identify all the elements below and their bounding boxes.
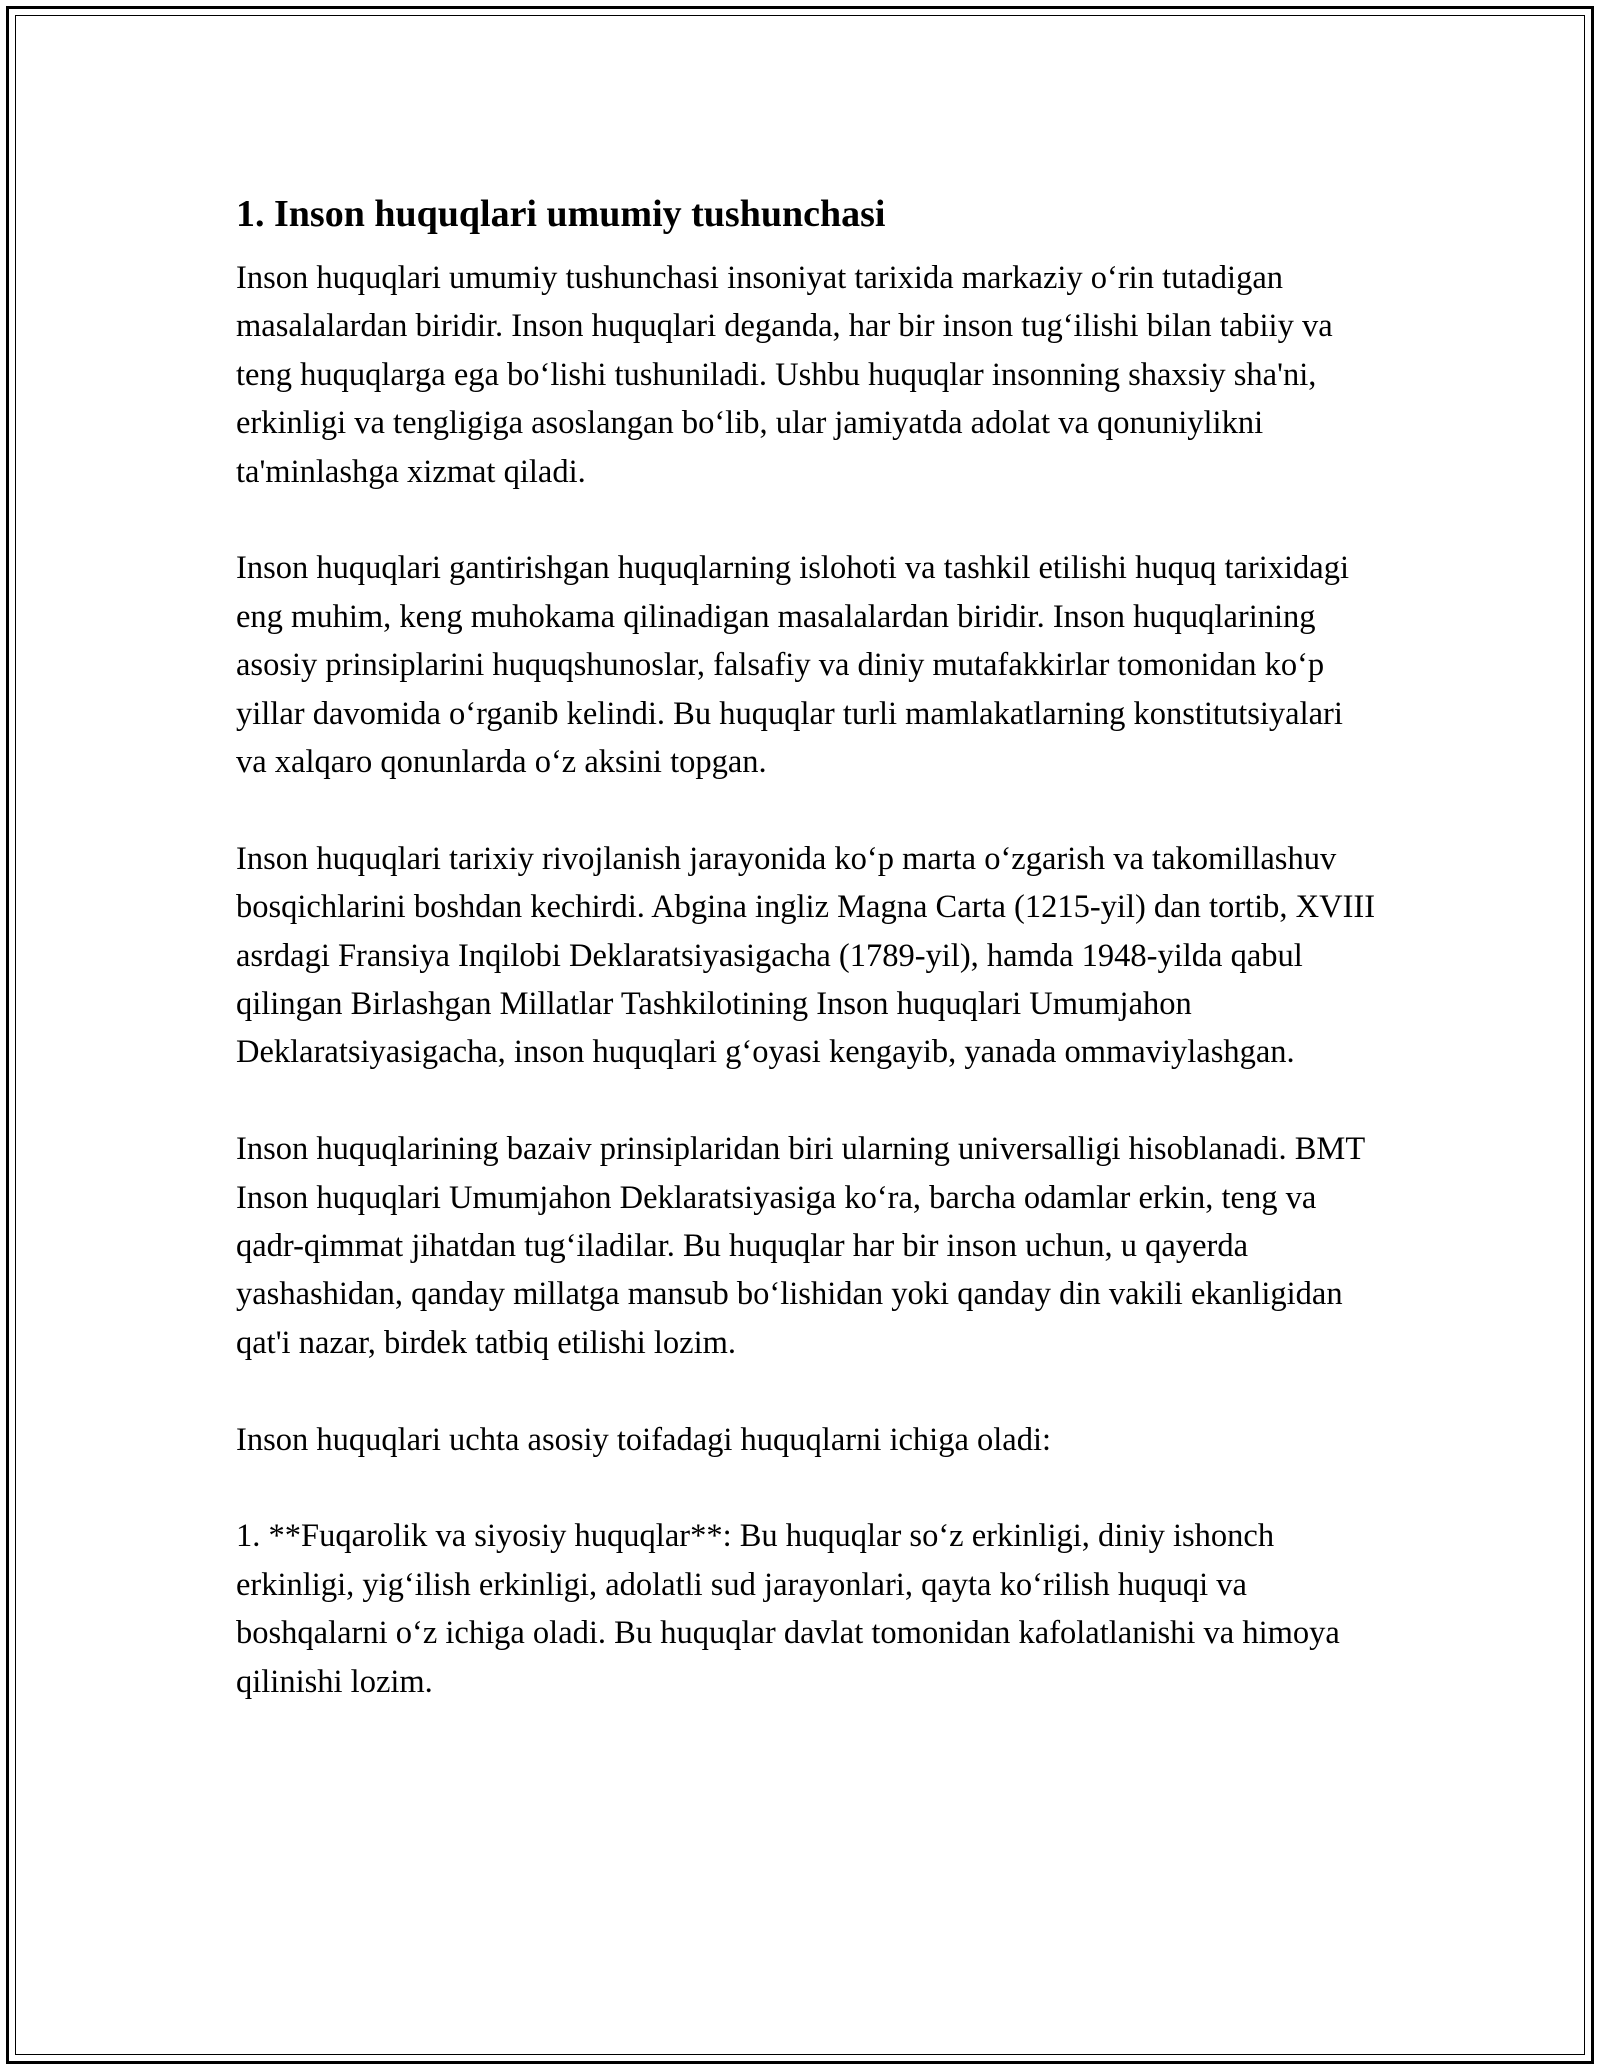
- paragraph-5: Inson huquqlari uchta asosiy toifadagi huquqlarni ichiga oladi:: [236, 1421, 1052, 1458]
- paragraph-6: 1. **Fuqarolik va siyosiy huquqlar**: Bu huquqlar so‘z erkinligi, diniy ishonch erkinligi, yig‘ilish erkinligi, adolatli sud jarayonlari, qayta ko‘rilish huquqi va boshqalarni o‘z ichiga oladi. Bu huquqlar davlat tomonidan kafolatlanishi va himoya qilinishi lozim.: [236, 1518, 1340, 1700]
- section-heading: 1. Inson huquqlari umumiy tushunchasi: [236, 193, 886, 235]
- paragraph-1: Inson huquqlari umumiy tushunchasi insoniyat tarixida markaziy o‘rin tutadigan masalalardan biridir. Inson huquqlari deganda, har bir inson tug‘ilishi bilan tabiiy va teng huquqlarga ega bo‘lishi tushuniladi. Ushbu huquqlar insonning shaxsiy sha'ni, erkinligi va tengligiga asoslangan bo‘lib, ular jamiyatda adolat va qonuniylikni ta'minlashga xizmat qiladi.: [236, 260, 1333, 490]
- paragraph-3: Inson huquqlari tarixiy rivojlanish jarayonida ko‘p marta o‘zgarish va takomillashuv bosqichlarini boshdan kechirdi. Abgina ingliz Magna Carta (1215-yil) dan tortib, XVIII asrdagi Fransiya Inqilobi Deklaratsiyasigacha (1789-yil), hamda 1948-yilda qabul qilingan Birlashgan Millatlar Tashkilotining Inson huquqlari Umumjahon Deklaratsiyasigacha, inson huquqlari g‘oyasi kengayib, yanada ommaviylashgan.: [236, 840, 1376, 1071]
- paragraph-2: Inson huquqlari gantirishgan huquqlarning islohoti va tashkil etilishi huquq tarixidagi eng muhim, keng muhokama qilinadigan masalalardan biridir. Inson huquqlarining asosiy prinsiplarini huquqshunoslar, falsafiy va diniy mutafakkirlar tomonidan ko‘p yillar davomida o‘rganib kelindi. Bu huquqlar turli mamlakatlarning konstitutsiyalari va xalqaro qonunlarda o‘z aksini topgan.: [236, 550, 1349, 781]
- document-body: [236, 184, 1376, 1706]
- paragraph-4: Inson huquqlarining bazaiv prinsiplaridan biri ularning universalligi hisoblanadi. BMT Inson huquqlari Umumjahon Deklaratsiyasiga ko‘ra, barcha odamlar erkin, teng va qadr-qimmat jihatdan tug‘iladilar. Bu huquqlar har bir inson uchun, u qayerda yashashidan, qanday millatga mansub bo‘lishidan yoki qanday din vakili ekanligidan qat'i nazar, birdek tatbiq etilishi lozim.: [236, 1131, 1365, 1361]
